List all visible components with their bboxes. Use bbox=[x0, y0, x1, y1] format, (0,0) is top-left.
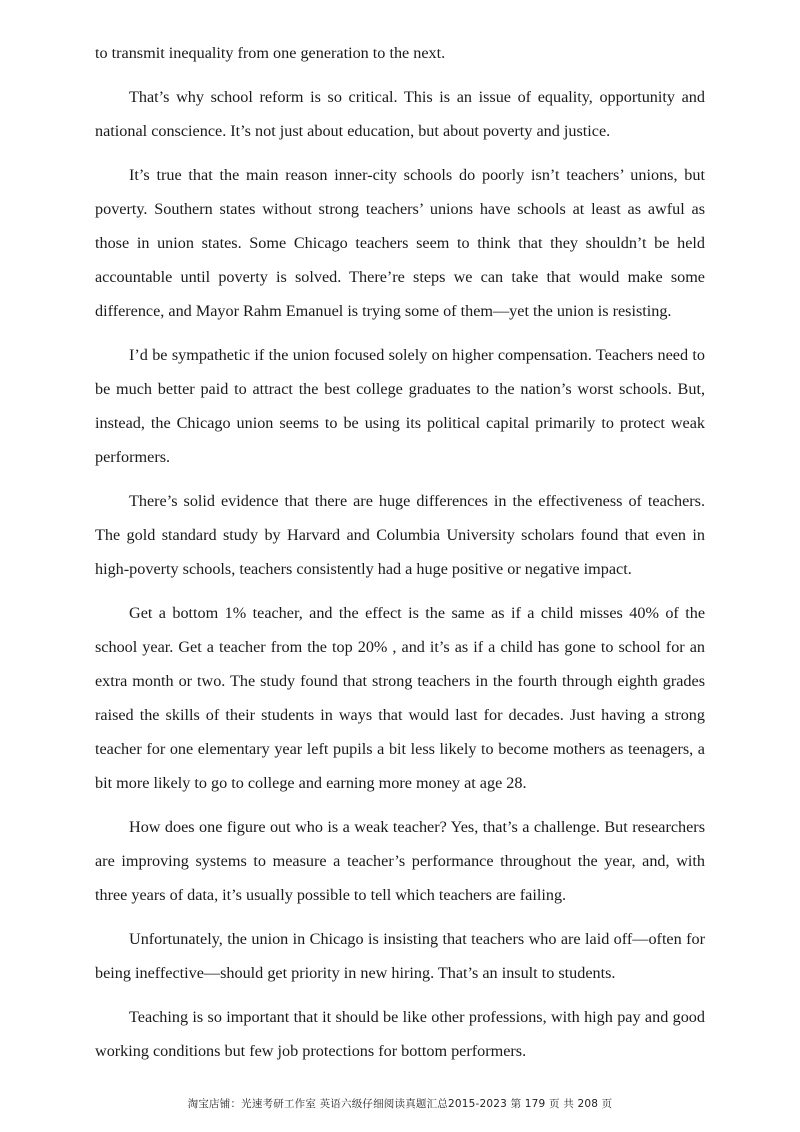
paragraph: It’s true that the main reason inner-city schools do poorly isn’t teachers’ unions, but poverty. Southern states without strong teachers’ unions have schools at least as awful as those in union states. Some Chicago teachers seem to think that they shouldn’t be held accountable until poverty is solved. There’re steps we can take that would make some difference, and Mayor Rahm Emanuel is trying some of them—yet the union is resisting. bbox=[95, 166, 705, 320]
page-footer: 淘宝店铺：光速考研工作室 英语六级仔细阅读真题汇总2015-2023 第 179 页 共 208 页 bbox=[187, 1098, 613, 1110]
paragraph: How does one figure out who is a weak teacher? Yes, that’s a challenge. But researchers are improving systems to measure a teacher’s performance throughout the year, and, with three years of data, it’s usually possible to tell which teachers are failing. bbox=[95, 818, 705, 904]
paragraph: There’s solid evidence that there are huge differences in the effectiveness of teachers. The gold standard study by Harvard and Columbia University scholars found that even in high-poverty schools, teachers consistently had a huge positive or negative impact. bbox=[95, 492, 705, 578]
article-body bbox=[95, 36, 705, 1078]
paragraph-continuation: to transmit inequality from one generation to the next. bbox=[95, 44, 446, 62]
paragraph: Teaching is so important that it should be like other professions, with high pay and good working conditions but few job protections for bottom performers. bbox=[95, 1008, 705, 1060]
paragraph: Unfortunately, the union in Chicago is insisting that teachers who are laid off—often for being ineffective—should get priority in new hiring. That’s an insult to students. bbox=[95, 930, 705, 982]
paragraph: Get a bottom 1% teacher, and the effect is the same as if a child misses 40% of the school year. Get a teacher from the top 20% , and it’s as if a child has gone to school for an extra month or two. The study found that strong teachers in the fourth through eighth grades raised the skills of their students in ways that would last for decades. Just having a strong teacher for one elementary year left pupils a bit less likely to become mothers as teenagers, a bit more likely to go to college and earning more money at age 28. bbox=[95, 604, 705, 792]
paragraph: I’d be sympathetic if the union focused solely on higher compensation. Teachers need to be much better paid to attract the best college graduates to the nation’s worst schools. But, instead, the Chicago union seems to be using its political capital primarily to protect weak performers. bbox=[95, 346, 705, 466]
paragraph: That’s why school reform is so critical. This is an issue of equality, opportunity and national conscience. It’s not just about education, but about poverty and justice. bbox=[95, 88, 705, 140]
